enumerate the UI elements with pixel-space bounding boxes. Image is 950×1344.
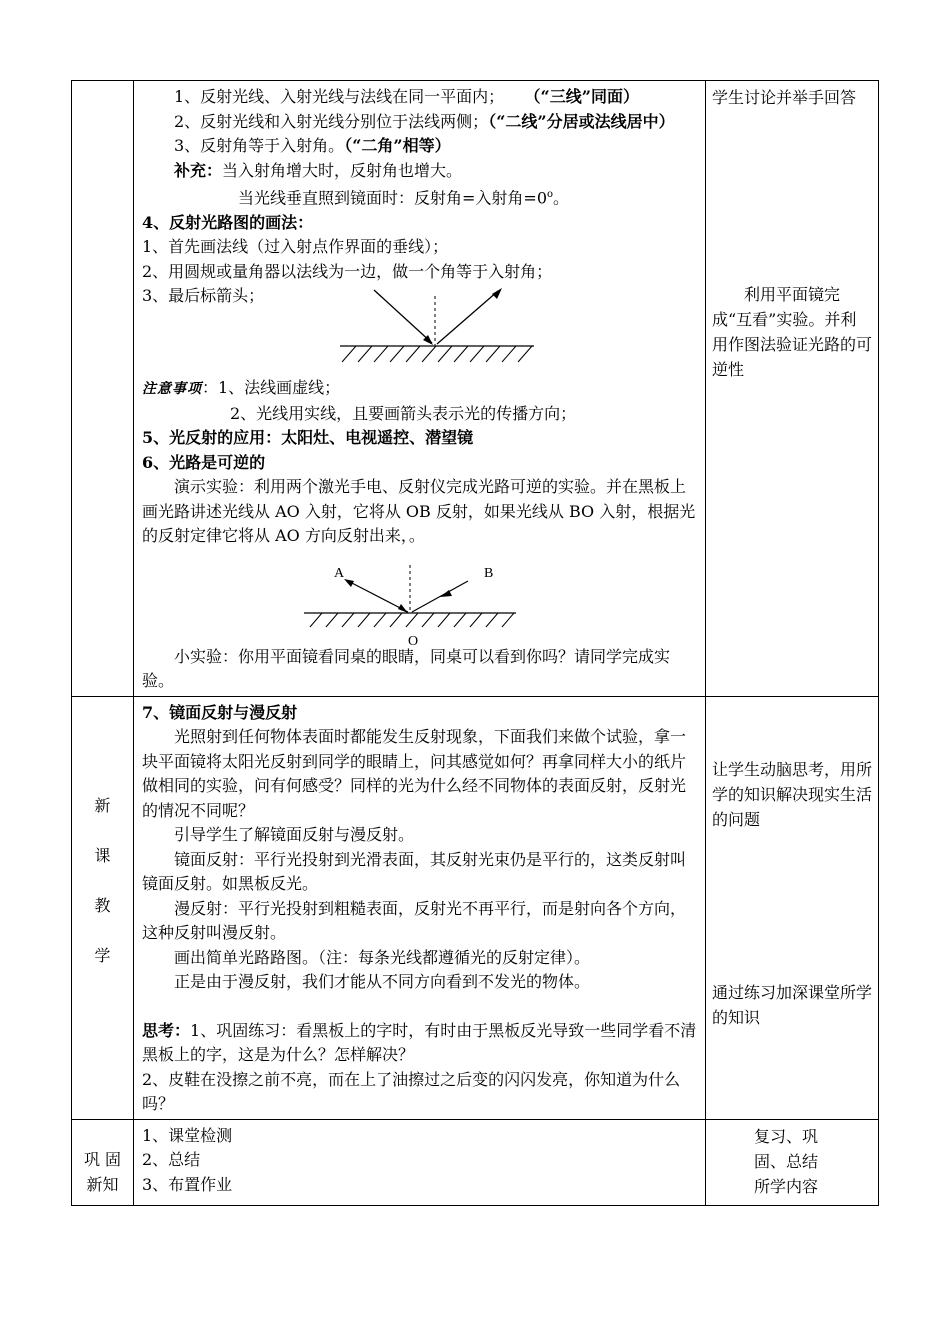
row2-main-cell bbox=[134, 696, 706, 1119]
label-char-1: 新 bbox=[94, 795, 111, 815]
blank-line bbox=[142, 995, 697, 1019]
row3-side-line-2: 固、总结 bbox=[754, 1151, 819, 1171]
reflection-diagram bbox=[332, 286, 542, 374]
row3-main-cell bbox=[134, 1119, 706, 1206]
label-o: O bbox=[408, 633, 419, 647]
think-2: 2、皮鞋在没擦之前不亮，而在上了油擦过之后变的闪闪发亮，你知道为什么吗？ bbox=[142, 1069, 681, 1114]
task-2: 2、总结 bbox=[142, 1150, 201, 1170]
row1-side-note-1: 学生讨论并举手回答 bbox=[712, 88, 857, 107]
para-diffuse: 漫反射：平行光投射到粗糙表面，反射光不再平行，而是射向各个方向，这种反射叫漫反射。 bbox=[142, 898, 687, 943]
heading-4: 4、反射光路图的画法： bbox=[142, 212, 314, 232]
step-2: 2、用圆规或量角器以法线为一边，做一个角等于入射角； bbox=[142, 261, 553, 281]
row3-label-cell bbox=[72, 1119, 134, 1206]
note-line-1: 注意事项：1、法线画虚线； bbox=[142, 378, 341, 398]
law-1: 1、反射光线、入射光线与法线在同一平面内； （“三线”同面） bbox=[174, 87, 639, 106]
heading-6: 6、光路是可逆的 bbox=[142, 452, 266, 472]
row-consolidate bbox=[72, 1119, 879, 1206]
supplement-1: 补充：当入射角增大时，反射角也增大。 bbox=[174, 160, 463, 180]
task-1: 1、课堂检测 bbox=[142, 1125, 233, 1145]
lesson-table bbox=[71, 80, 879, 1206]
para-draw: 画出简单光路路图。（注：每条光线都遵循光的反射定律）。 bbox=[174, 947, 591, 967]
law-3: 3、反射角等于入射角。（“二角”相等） bbox=[174, 136, 451, 155]
row3-side-line-3: 所学内容 bbox=[754, 1176, 819, 1196]
para-conclusion: 正是由于漫反射，我们才能从不同方向看到不发光的物体。 bbox=[174, 972, 591, 992]
row1-label-cell bbox=[72, 81, 134, 697]
label-char-4: 学 bbox=[94, 945, 111, 965]
reversible-light-diagram bbox=[300, 557, 530, 647]
label-b: B bbox=[484, 565, 494, 581]
row3-side-cell bbox=[706, 1119, 879, 1206]
row3-label-2: 新知 bbox=[86, 1174, 119, 1194]
row2-label-cell bbox=[72, 696, 134, 1119]
label-char-3: 教 bbox=[94, 895, 111, 915]
note-line-2: 2、光线用实线，且要画箭头表示光的传播方向； bbox=[230, 403, 577, 423]
reversible-diagram-wrap bbox=[142, 549, 697, 645]
row1-side-note-2: 利用平面镜完成“互看”实验。并利用作图法验证光路的可逆性 bbox=[712, 285, 873, 379]
row1-main-cell bbox=[134, 81, 706, 697]
supplement-2: 当光线垂直照到镜面时：反射角=入射角$=0^o$。 bbox=[238, 188, 570, 208]
row2-side-note-1: 让学生动脑思考，用所学的知识解决现实生活的问题 bbox=[712, 759, 873, 829]
demo-paragraph: 演示实验：利用两个激光手电、反射仪完成光路可逆的实验。并在黑板上画光路讲述光线从 AO 入射，它将从 OB 反射，如果光线从 BO 入射，根据光的反射定律它将从 AO 方向反射出来，。 bbox=[142, 477, 696, 546]
row1-side-cell bbox=[706, 81, 879, 697]
para-1: 光照射到任何物体表面时都能发生反射现象，下面我们来做个试验，拿一块平面镜将太阳光反射到同学的眼睛上，问其感觉如何？再拿同样大小的纸片做相同的实验，问有何感受？同样的光为什么经不同物体的表面反射，反射光的情况不同呢？ bbox=[142, 727, 687, 820]
label-char-2: 课 bbox=[94, 845, 111, 865]
reflection-diagram-wrap bbox=[142, 284, 697, 376]
task-3: 3、布置作业 bbox=[142, 1174, 233, 1194]
row2-side-cell bbox=[706, 696, 879, 1119]
think-1: 思考：1、巩固练习：看黑板上的字时，有时由于黑板反光导致一些同学看不清黑板上的字，这是为什么？怎样解决？ bbox=[142, 1020, 697, 1065]
label-a: A bbox=[334, 565, 345, 581]
row3-label-1: 巩 固 bbox=[83, 1149, 122, 1169]
para-2: 引导学生了解镜面反射与漫反射。 bbox=[174, 825, 415, 845]
step-3: 3、最后标箭头； bbox=[142, 286, 265, 306]
small-experiment: 小实验：你用平面镜看同桌的眼睛，同桌可以看到你吗？请同学完成实验。 bbox=[142, 646, 671, 691]
law-2: 2、反射光线和入射光线分别位于法线两侧；（“二线”分居或法线居中） bbox=[174, 111, 675, 131]
heading-7: 7、镜面反射与漫反射 bbox=[142, 702, 298, 722]
para-specular: 镜面反射：平行光投射到光滑表面，其反射光束仍是平行的，这类反射叫镜面反射。如黑板反光。 bbox=[142, 849, 687, 894]
row-reflection-law bbox=[72, 81, 879, 697]
row3-side-line-1: 复习、巩 bbox=[754, 1126, 819, 1146]
row-new-lesson bbox=[72, 696, 879, 1119]
step-1: 1、首先画法线（过入射点作界面的垂线）； bbox=[142, 237, 449, 257]
heading-5: 5、光反射的应用：太阳灶、电视遥控、潜望镜 bbox=[142, 428, 474, 448]
row2-side-note-2: 通过练习加深课堂所学的知识 bbox=[712, 982, 873, 1027]
